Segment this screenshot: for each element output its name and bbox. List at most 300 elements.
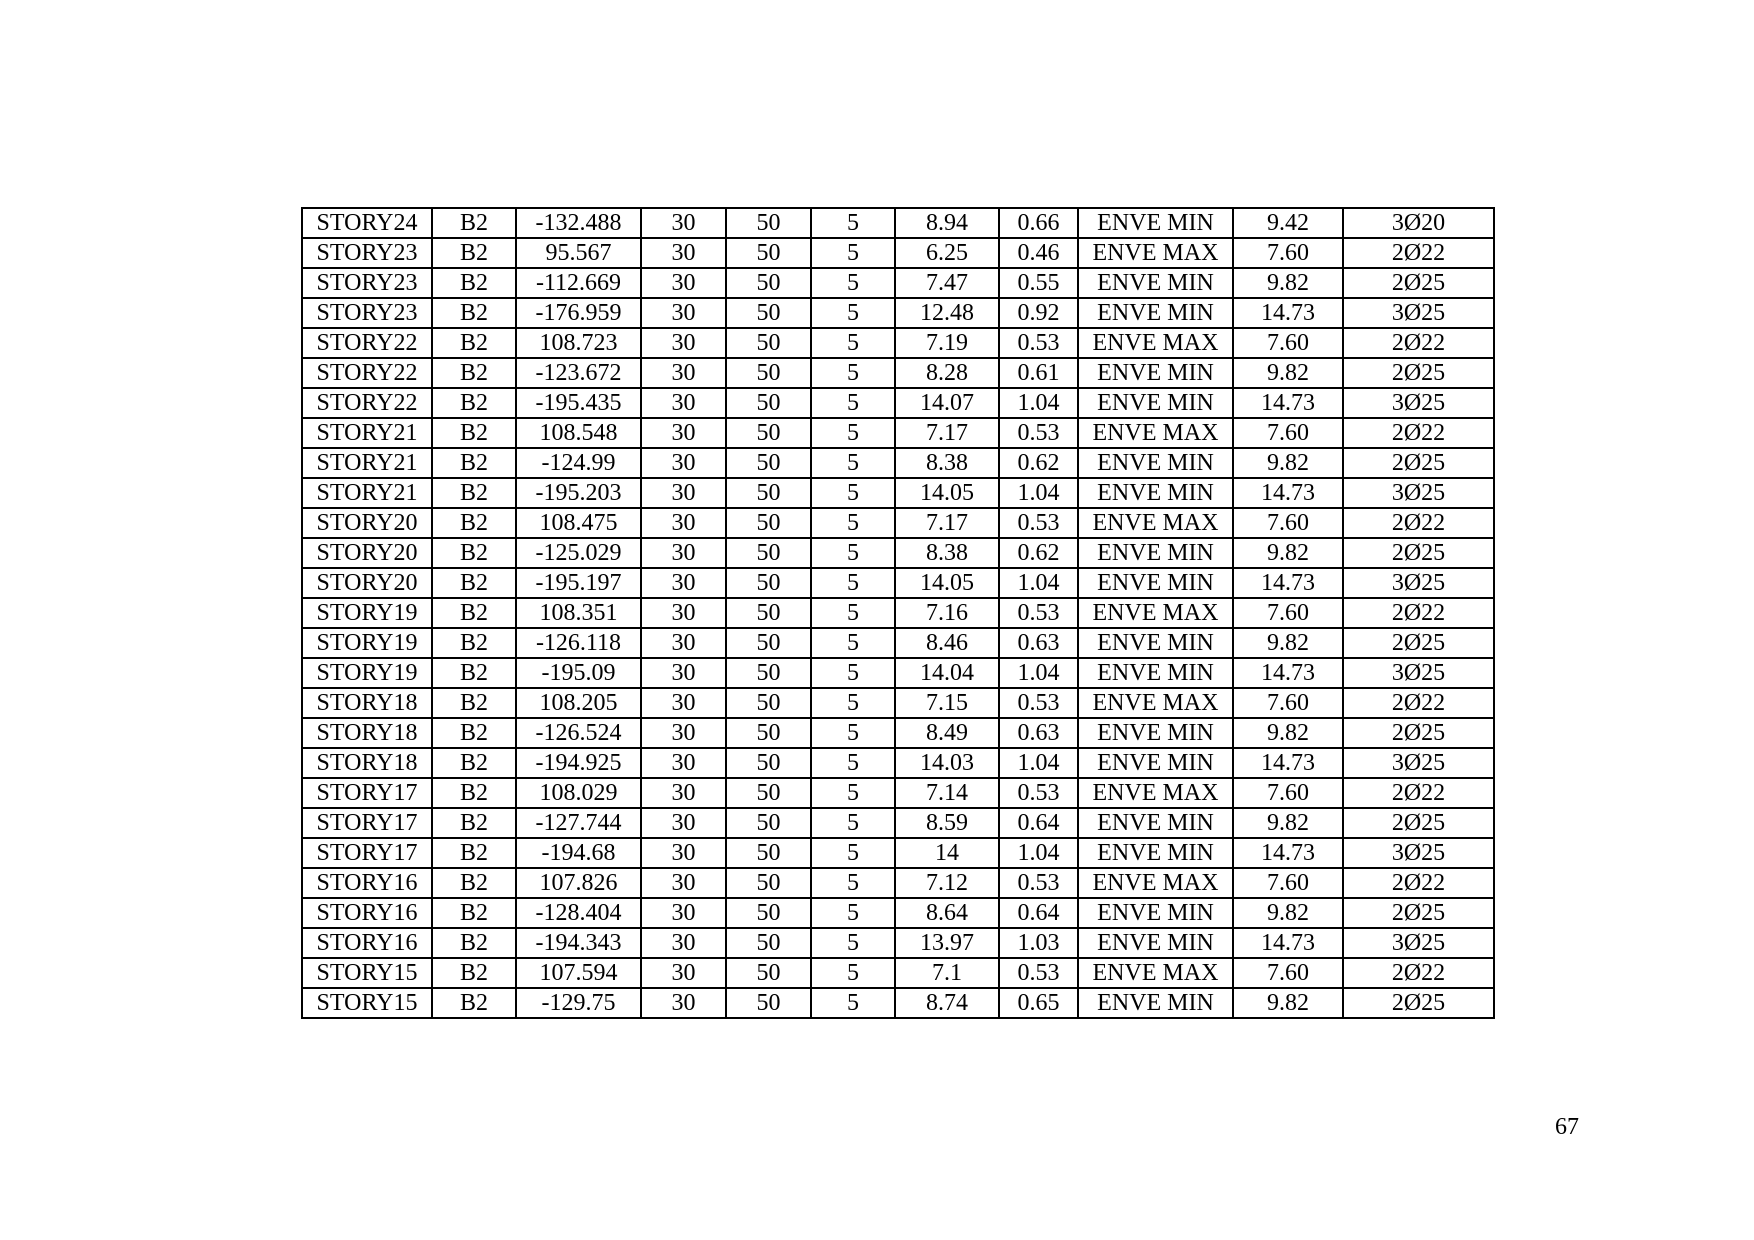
cell-bars: 2Ø22 xyxy=(1343,238,1494,268)
cell-steel-ratio: 1.04 xyxy=(999,478,1078,508)
cell-steel-ratio: 1.04 xyxy=(999,748,1078,778)
cell-combo: ENVE MIN xyxy=(1078,898,1233,928)
cell-cover: 5 xyxy=(811,358,895,388)
table-row xyxy=(302,808,1494,838)
cell-steel-area: 8.38 xyxy=(895,448,999,478)
cell-depth: 50 xyxy=(726,208,811,238)
cell-story: STORY21 xyxy=(302,418,432,448)
cell-bars: 2Ø25 xyxy=(1343,898,1494,928)
cell-beam: B2 xyxy=(432,688,516,718)
cell-steel-area: 8.74 xyxy=(895,988,999,1018)
cell-steel-ratio: 1.04 xyxy=(999,658,1078,688)
table-row xyxy=(302,358,1494,388)
cell-bars: 2Ø25 xyxy=(1343,448,1494,478)
cell-width: 30 xyxy=(641,598,726,628)
cell-steel-ratio: 0.62 xyxy=(999,448,1078,478)
cell-combo: ENVE MIN xyxy=(1078,358,1233,388)
cell-bars: 3Ø20 xyxy=(1343,208,1494,238)
cell-provided-area: 7.60 xyxy=(1233,238,1343,268)
cell-steel-ratio: 0.46 xyxy=(999,238,1078,268)
cell-combo: ENVE MIN xyxy=(1078,208,1233,238)
cell-depth: 50 xyxy=(726,868,811,898)
cell-story: STORY17 xyxy=(302,838,432,868)
cell-bars: 2Ø22 xyxy=(1343,598,1494,628)
cell-steel-area: 7.15 xyxy=(895,688,999,718)
cell-beam: B2 xyxy=(432,598,516,628)
cell-depth: 50 xyxy=(726,238,811,268)
cell-story: STORY19 xyxy=(302,598,432,628)
cell-moment: 108.351 xyxy=(516,598,641,628)
cell-story: STORY16 xyxy=(302,868,432,898)
cell-beam: B2 xyxy=(432,808,516,838)
cell-story: STORY20 xyxy=(302,508,432,538)
cell-story: STORY24 xyxy=(302,208,432,238)
cell-width: 30 xyxy=(641,238,726,268)
cell-steel-ratio: 0.53 xyxy=(999,328,1078,358)
cell-width: 30 xyxy=(641,508,726,538)
cell-combo: ENVE MIN xyxy=(1078,748,1233,778)
cell-depth: 50 xyxy=(726,958,811,988)
cell-depth: 50 xyxy=(726,658,811,688)
cell-story: STORY21 xyxy=(302,478,432,508)
cell-story: STORY17 xyxy=(302,808,432,838)
cell-steel-area: 7.17 xyxy=(895,418,999,448)
cell-depth: 50 xyxy=(726,718,811,748)
cell-beam: B2 xyxy=(432,748,516,778)
cell-depth: 50 xyxy=(726,568,811,598)
cell-steel-ratio: 0.53 xyxy=(999,868,1078,898)
cell-beam: B2 xyxy=(432,718,516,748)
cell-steel-area: 14.03 xyxy=(895,748,999,778)
cell-moment: 108.205 xyxy=(516,688,641,718)
cell-depth: 50 xyxy=(726,418,811,448)
cell-cover: 5 xyxy=(811,808,895,838)
cell-combo: ENVE MAX xyxy=(1078,508,1233,538)
cell-provided-area: 7.60 xyxy=(1233,328,1343,358)
cell-cover: 5 xyxy=(811,598,895,628)
cell-steel-ratio: 0.53 xyxy=(999,958,1078,988)
cell-beam: B2 xyxy=(432,208,516,238)
cell-combo: ENVE MIN xyxy=(1078,388,1233,418)
cell-provided-area: 14.73 xyxy=(1233,298,1343,328)
cell-cover: 5 xyxy=(811,418,895,448)
cell-steel-ratio: 0.65 xyxy=(999,988,1078,1018)
cell-depth: 50 xyxy=(726,898,811,928)
cell-cover: 5 xyxy=(811,268,895,298)
cell-width: 30 xyxy=(641,628,726,658)
cell-cover: 5 xyxy=(811,928,895,958)
cell-moment: -195.203 xyxy=(516,478,641,508)
cell-steel-ratio: 0.53 xyxy=(999,508,1078,538)
cell-story: STORY15 xyxy=(302,958,432,988)
cell-steel-area: 7.16 xyxy=(895,598,999,628)
cell-moment: 107.594 xyxy=(516,958,641,988)
cell-depth: 50 xyxy=(726,748,811,778)
cell-steel-ratio: 0.53 xyxy=(999,778,1078,808)
cell-cover: 5 xyxy=(811,388,895,418)
table-row xyxy=(302,238,1494,268)
cell-cover: 5 xyxy=(811,658,895,688)
cell-bars: 3Ø25 xyxy=(1343,658,1494,688)
table-row xyxy=(302,868,1494,898)
cell-combo: ENVE MAX xyxy=(1078,868,1233,898)
table-row xyxy=(302,418,1494,448)
cell-width: 30 xyxy=(641,658,726,688)
cell-story: STORY18 xyxy=(302,718,432,748)
cell-steel-ratio: 0.53 xyxy=(999,418,1078,448)
cell-provided-area: 9.82 xyxy=(1233,718,1343,748)
cell-bars: 2Ø22 xyxy=(1343,508,1494,538)
cell-steel-area: 8.94 xyxy=(895,208,999,238)
cell-story: STORY18 xyxy=(302,748,432,778)
cell-moment: -194.68 xyxy=(516,838,641,868)
cell-depth: 50 xyxy=(726,388,811,418)
cell-width: 30 xyxy=(641,568,726,598)
cell-width: 30 xyxy=(641,838,726,868)
cell-steel-area: 8.28 xyxy=(895,358,999,388)
cell-steel-area: 8.59 xyxy=(895,808,999,838)
cell-provided-area: 7.60 xyxy=(1233,598,1343,628)
cell-combo: ENVE MIN xyxy=(1078,838,1233,868)
cell-moment: -125.029 xyxy=(516,538,641,568)
cell-moment: 108.548 xyxy=(516,418,641,448)
cell-beam: B2 xyxy=(432,418,516,448)
cell-story: STORY15 xyxy=(302,988,432,1018)
cell-story: STORY18 xyxy=(302,688,432,718)
cell-steel-area: 8.38 xyxy=(895,538,999,568)
cell-width: 30 xyxy=(641,718,726,748)
cell-provided-area: 9.82 xyxy=(1233,898,1343,928)
cell-steel-area: 7.12 xyxy=(895,868,999,898)
cell-bars: 2Ø25 xyxy=(1343,718,1494,748)
cell-depth: 50 xyxy=(726,508,811,538)
cell-beam: B2 xyxy=(432,238,516,268)
cell-combo: ENVE MAX xyxy=(1078,598,1233,628)
cell-provided-area: 9.82 xyxy=(1233,358,1343,388)
cell-moment: -195.435 xyxy=(516,388,641,418)
cell-provided-area: 14.73 xyxy=(1233,928,1343,958)
cell-provided-area: 7.60 xyxy=(1233,778,1343,808)
cell-width: 30 xyxy=(641,268,726,298)
cell-cover: 5 xyxy=(811,508,895,538)
cell-bars: 3Ø25 xyxy=(1343,928,1494,958)
cell-combo: ENVE MAX xyxy=(1078,328,1233,358)
cell-width: 30 xyxy=(641,538,726,568)
cell-width: 30 xyxy=(641,688,726,718)
cell-story: STORY20 xyxy=(302,538,432,568)
table-row xyxy=(302,268,1494,298)
table-row xyxy=(302,508,1494,538)
table-row xyxy=(302,538,1494,568)
cell-provided-area: 9.82 xyxy=(1233,268,1343,298)
cell-bars: 3Ø25 xyxy=(1343,478,1494,508)
cell-story: STORY19 xyxy=(302,658,432,688)
cell-steel-ratio: 0.92 xyxy=(999,298,1078,328)
cell-provided-area: 14.73 xyxy=(1233,658,1343,688)
table-row xyxy=(302,778,1494,808)
cell-cover: 5 xyxy=(811,688,895,718)
cell-steel-ratio: 0.64 xyxy=(999,898,1078,928)
cell-cover: 5 xyxy=(811,478,895,508)
cell-depth: 50 xyxy=(726,538,811,568)
cell-bars: 3Ø25 xyxy=(1343,388,1494,418)
table-row xyxy=(302,748,1494,778)
cell-provided-area: 9.82 xyxy=(1233,808,1343,838)
cell-width: 30 xyxy=(641,208,726,238)
cell-provided-area: 7.60 xyxy=(1233,418,1343,448)
cell-combo: ENVE MIN xyxy=(1078,298,1233,328)
cell-combo: ENVE MAX xyxy=(1078,778,1233,808)
cell-width: 30 xyxy=(641,988,726,1018)
cell-bars: 2Ø25 xyxy=(1343,538,1494,568)
cell-cover: 5 xyxy=(811,238,895,268)
cell-steel-area: 7.1 xyxy=(895,958,999,988)
cell-story: STORY19 xyxy=(302,628,432,658)
cell-moment: -124.99 xyxy=(516,448,641,478)
cell-beam: B2 xyxy=(432,898,516,928)
cell-depth: 50 xyxy=(726,628,811,658)
cell-bars: 2Ø22 xyxy=(1343,688,1494,718)
cell-bars: 2Ø25 xyxy=(1343,628,1494,658)
cell-cover: 5 xyxy=(811,538,895,568)
cell-steel-area: 7.14 xyxy=(895,778,999,808)
cell-moment: 107.826 xyxy=(516,868,641,898)
cell-moment: -126.118 xyxy=(516,628,641,658)
cell-bars: 3Ø25 xyxy=(1343,748,1494,778)
cell-steel-area: 14.05 xyxy=(895,478,999,508)
cell-story: STORY23 xyxy=(302,298,432,328)
cell-combo: ENVE MIN xyxy=(1078,718,1233,748)
cell-beam: B2 xyxy=(432,388,516,418)
beam-design-table xyxy=(301,207,1495,1019)
cell-cover: 5 xyxy=(811,898,895,928)
cell-story: STORY16 xyxy=(302,928,432,958)
cell-depth: 50 xyxy=(726,298,811,328)
cell-steel-area: 13.97 xyxy=(895,928,999,958)
cell-beam: B2 xyxy=(432,838,516,868)
cell-combo: ENVE MAX xyxy=(1078,238,1233,268)
cell-beam: B2 xyxy=(432,928,516,958)
cell-depth: 50 xyxy=(726,838,811,868)
cell-beam: B2 xyxy=(432,538,516,568)
table-row xyxy=(302,718,1494,748)
cell-story: STORY23 xyxy=(302,268,432,298)
cell-combo: ENVE MIN xyxy=(1078,628,1233,658)
cell-provided-area: 9.82 xyxy=(1233,448,1343,478)
cell-steel-ratio: 0.63 xyxy=(999,718,1078,748)
cell-provided-area: 7.60 xyxy=(1233,688,1343,718)
cell-moment: -123.672 xyxy=(516,358,641,388)
table-row xyxy=(302,688,1494,718)
cell-provided-area: 14.73 xyxy=(1233,838,1343,868)
cell-beam: B2 xyxy=(432,958,516,988)
cell-steel-area: 12.48 xyxy=(895,298,999,328)
cell-combo: ENVE MAX xyxy=(1078,418,1233,448)
cell-moment: -195.197 xyxy=(516,568,641,598)
table-row xyxy=(302,298,1494,328)
cell-story: STORY16 xyxy=(302,898,432,928)
cell-bars: 3Ø25 xyxy=(1343,298,1494,328)
cell-story: STORY21 xyxy=(302,448,432,478)
cell-story: STORY20 xyxy=(302,568,432,598)
table-row xyxy=(302,568,1494,598)
cell-cover: 5 xyxy=(811,628,895,658)
cell-combo: ENVE MIN xyxy=(1078,988,1233,1018)
cell-steel-ratio: 0.53 xyxy=(999,598,1078,628)
cell-cover: 5 xyxy=(811,448,895,478)
cell-steel-area: 14 xyxy=(895,838,999,868)
cell-depth: 50 xyxy=(726,328,811,358)
cell-steel-ratio: 0.61 xyxy=(999,358,1078,388)
table-row xyxy=(302,958,1494,988)
cell-width: 30 xyxy=(641,808,726,838)
cell-bars: 2Ø22 xyxy=(1343,868,1494,898)
cell-combo: ENVE MIN xyxy=(1078,568,1233,598)
table-row xyxy=(302,598,1494,628)
cell-cover: 5 xyxy=(811,328,895,358)
table-row xyxy=(302,928,1494,958)
cell-moment: 108.723 xyxy=(516,328,641,358)
cell-cover: 5 xyxy=(811,958,895,988)
cell-beam: B2 xyxy=(432,778,516,808)
cell-moment: -127.744 xyxy=(516,808,641,838)
cell-width: 30 xyxy=(641,418,726,448)
table-row xyxy=(302,658,1494,688)
cell-steel-area: 6.25 xyxy=(895,238,999,268)
cell-depth: 50 xyxy=(726,688,811,718)
cell-provided-area: 9.42 xyxy=(1233,208,1343,238)
cell-steel-ratio: 1.04 xyxy=(999,838,1078,868)
cell-steel-area: 14.04 xyxy=(895,658,999,688)
cell-moment: -176.959 xyxy=(516,298,641,328)
cell-provided-area: 7.60 xyxy=(1233,868,1343,898)
cell-bars: 2Ø25 xyxy=(1343,268,1494,298)
cell-beam: B2 xyxy=(432,658,516,688)
cell-combo: ENVE MAX xyxy=(1078,688,1233,718)
cell-story: STORY17 xyxy=(302,778,432,808)
cell-steel-ratio: 1.04 xyxy=(999,568,1078,598)
cell-combo: ENVE MIN xyxy=(1078,448,1233,478)
table-row xyxy=(302,388,1494,418)
cell-width: 30 xyxy=(641,328,726,358)
cell-moment: -128.404 xyxy=(516,898,641,928)
cell-steel-area: 8.64 xyxy=(895,898,999,928)
cell-steel-ratio: 0.55 xyxy=(999,268,1078,298)
cell-story: STORY22 xyxy=(302,358,432,388)
cell-beam: B2 xyxy=(432,358,516,388)
cell-width: 30 xyxy=(641,388,726,418)
cell-cover: 5 xyxy=(811,748,895,778)
cell-provided-area: 14.73 xyxy=(1233,748,1343,778)
cell-cover: 5 xyxy=(811,988,895,1018)
cell-cover: 5 xyxy=(811,298,895,328)
table-body xyxy=(302,208,1494,1018)
cell-steel-area: 8.46 xyxy=(895,628,999,658)
cell-depth: 50 xyxy=(726,268,811,298)
cell-moment: -129.75 xyxy=(516,988,641,1018)
cell-moment: 108.475 xyxy=(516,508,641,538)
cell-beam: B2 xyxy=(432,508,516,538)
cell-story: STORY23 xyxy=(302,238,432,268)
cell-beam: B2 xyxy=(432,868,516,898)
table-row xyxy=(302,208,1494,238)
cell-width: 30 xyxy=(641,928,726,958)
cell-combo: ENVE MIN xyxy=(1078,538,1233,568)
cell-moment: -194.925 xyxy=(516,748,641,778)
cell-bars: 3Ø25 xyxy=(1343,568,1494,598)
cell-width: 30 xyxy=(641,358,726,388)
cell-depth: 50 xyxy=(726,358,811,388)
cell-steel-area: 7.47 xyxy=(895,268,999,298)
cell-moment: 108.029 xyxy=(516,778,641,808)
cell-cover: 5 xyxy=(811,868,895,898)
cell-bars: 2Ø25 xyxy=(1343,358,1494,388)
cell-steel-ratio: 0.64 xyxy=(999,808,1078,838)
cell-combo: ENVE MIN xyxy=(1078,658,1233,688)
cell-provided-area: 7.60 xyxy=(1233,508,1343,538)
cell-cover: 5 xyxy=(811,568,895,598)
cell-depth: 50 xyxy=(726,988,811,1018)
cell-cover: 5 xyxy=(811,718,895,748)
cell-beam: B2 xyxy=(432,988,516,1018)
cell-depth: 50 xyxy=(726,448,811,478)
cell-combo: ENVE MIN xyxy=(1078,478,1233,508)
cell-steel-area: 7.19 xyxy=(895,328,999,358)
table-row xyxy=(302,628,1494,658)
cell-bars: 2Ø22 xyxy=(1343,778,1494,808)
cell-width: 30 xyxy=(641,448,726,478)
cell-story: STORY22 xyxy=(302,388,432,418)
cell-provided-area: 14.73 xyxy=(1233,388,1343,418)
cell-depth: 50 xyxy=(726,478,811,508)
cell-provided-area: 14.73 xyxy=(1233,478,1343,508)
cell-bars: 3Ø25 xyxy=(1343,838,1494,868)
cell-combo: ENVE MIN xyxy=(1078,268,1233,298)
cell-width: 30 xyxy=(641,478,726,508)
cell-provided-area: 9.82 xyxy=(1233,628,1343,658)
cell-bars: 2Ø22 xyxy=(1343,328,1494,358)
cell-combo: ENVE MIN xyxy=(1078,808,1233,838)
cell-bars: 2Ø22 xyxy=(1343,958,1494,988)
cell-width: 30 xyxy=(641,868,726,898)
cell-depth: 50 xyxy=(726,928,811,958)
cell-provided-area: 7.60 xyxy=(1233,958,1343,988)
cell-story: STORY22 xyxy=(302,328,432,358)
cell-moment: -112.669 xyxy=(516,268,641,298)
cell-steel-ratio: 1.04 xyxy=(999,388,1078,418)
cell-provided-area: 9.82 xyxy=(1233,988,1343,1018)
cell-bars: 2Ø22 xyxy=(1343,418,1494,448)
cell-moment: -126.524 xyxy=(516,718,641,748)
cell-steel-area: 14.05 xyxy=(895,568,999,598)
cell-steel-area: 7.17 xyxy=(895,508,999,538)
cell-beam: B2 xyxy=(432,298,516,328)
cell-cover: 5 xyxy=(811,208,895,238)
cell-width: 30 xyxy=(641,748,726,778)
cell-beam: B2 xyxy=(432,328,516,358)
cell-moment: -132.488 xyxy=(516,208,641,238)
cell-beam: B2 xyxy=(432,268,516,298)
table-row xyxy=(302,478,1494,508)
cell-width: 30 xyxy=(641,778,726,808)
cell-bars: 2Ø25 xyxy=(1343,988,1494,1018)
cell-depth: 50 xyxy=(726,808,811,838)
cell-steel-area: 14.07 xyxy=(895,388,999,418)
cell-moment: 95.567 xyxy=(516,238,641,268)
page-number: 67 xyxy=(1555,1114,1579,1140)
table-row xyxy=(302,448,1494,478)
table-row xyxy=(302,988,1494,1018)
